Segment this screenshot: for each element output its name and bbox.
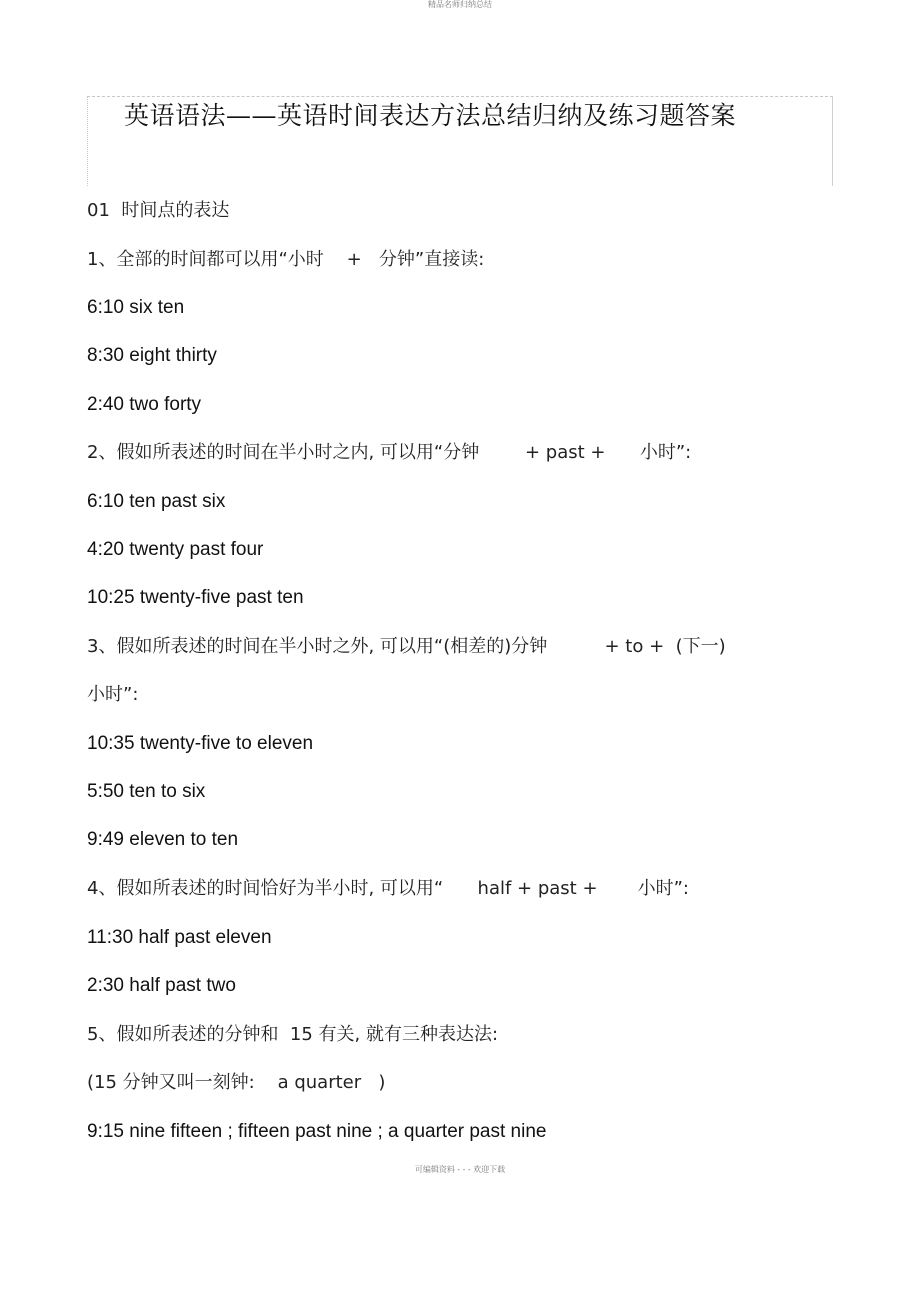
document-title: 英语语法——英语时间表达方法总结归纳及练习题答案 [124,101,737,130]
rule-3-example-1: 10:35 twenty-five to eleven [87,733,314,754]
rule-5-example-1: 9:15 nine fifteen ; fifteen past nine ; a quarter past nine [87,1121,547,1142]
rule-1-example-3: 2:40 two forty [87,394,202,415]
rule-3-text: 3、假如所表述的时间在半小时之外, 可以用“(相差的)分钟 + to + (下一) [87,636,726,657]
page-footer: 可编辑资料 - - - 欢迎下载 [414,1165,506,1174]
rule-2-example-3: 10:25 twenty-five past ten [87,587,304,608]
rule-1-text: 1、全部的时间都可以用“小时 + 分钟”直接读: [87,249,485,270]
rule-5-note: (15 分钟又叫一刻钟: a quarter ) [87,1072,386,1093]
section-heading: 01 时间点的表达 [87,200,230,221]
rule-2-text: 2、假如所表述的时间在半小时之内, 可以用“分钟 + past + 小时”: [87,442,692,463]
rule-4-example-2: 2:30 half past two [87,975,236,996]
rule-4-text: 4、假如所表述的时间恰好为半小时, 可以用“ half + past + 小时”: [87,878,689,899]
page-header: 精品名师归纳总结 [428,0,492,9]
rule-1-example-1: 6:10 six ten [87,297,185,318]
rule-4-example-1: 11:30 half past eleven [87,927,272,948]
rule-2-example-1: 6:10 ten past six [87,491,226,512]
rule-3-example-3: 9:49 eleven to ten [87,829,239,850]
rule-5-text: 5、假如所表述的分钟和 15 有关, 就有三种表达法: [87,1024,499,1045]
title-box [87,96,833,186]
rule-3-text-continued: 小时”: [87,684,139,705]
rule-3-example-2: 5:50 ten to six [87,781,206,802]
rule-1-example-2: 8:30 eight thirty [87,345,217,366]
rule-2-example-2: 4:20 twenty past four [87,539,264,560]
